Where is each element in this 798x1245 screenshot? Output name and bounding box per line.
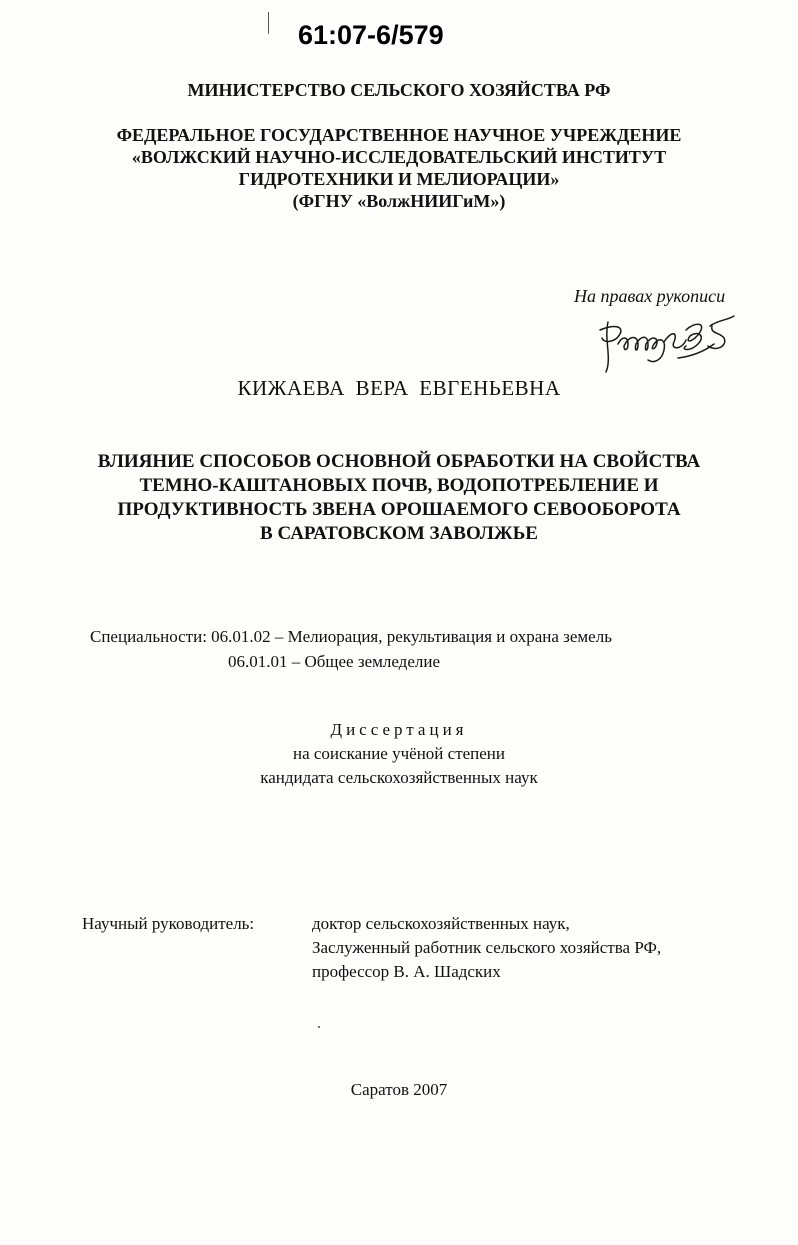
supervisor-line: профессор В. А. Шадских [312,962,501,981]
author-name: КИЖАЕВА ВЕРА ЕВГЕНЬЕВНА [237,376,561,400]
specialty-line: 06.01.01 – Общее земледелие [228,652,441,671]
scan-speck [318,1026,320,1028]
degree-line: кандидата сельскохозяйственных наук [260,768,538,787]
specialty-line: Специальности: 06.01.02 – Мелиорация, рекультивация и охрана земель [90,627,612,646]
city-year: Саратов 2007 [350,1080,448,1099]
supervisor-line: доктор сельскохозяйственных наук, [312,914,570,933]
degree-block [0,718,798,790]
supervisor-label: Научный руководитель: [82,914,255,933]
degree-line: на соискание учёной степени [292,744,506,763]
title-line: ПРОДУКТИВНОСТЬ ЗВЕНА ОРОШАЕМОГО СЕВООБОРОТА [117,499,681,520]
title-line: В САРАТОВСКОМ ЗАВОЛЖЬЕ [260,523,538,544]
ministry-heading: МИНИСТЕРСТВО СЕЛЬСКОГО ХОЗЯЙСТВА РФ [187,80,611,100]
specialty-block [90,624,612,674]
title-line: ВЛИЯНИЕ СПОСОБОВ ОСНОВНОЙ ОБРАБОТКИ НА СВОЙСТВА [97,451,701,472]
dissertation-title [0,450,798,546]
scan-mark [268,12,269,34]
institution-line: «ВОЛЖСКИЙ НАУЧНО-ИССЛЕДОВАТЕЛЬСКИЙ ИНСТИТУТ [131,147,667,167]
institution-line: (ФГНУ «ВолжНИИГиМ») [292,191,506,211]
institution-block [0,124,798,212]
signature-icon [594,300,744,378]
library-code-stamp: 61:07-6/579 [298,20,444,50]
supervisor-details [312,912,661,984]
institution-line: ГИДРОТЕХНИКИ И МЕЛИОРАЦИИ» [238,169,560,189]
dissertation-label: Диссертация [330,720,468,739]
manuscript-note: На правах рукописи [574,286,726,306]
supervisor-line: Заслуженный работник сельского хозяйства РФ, [312,938,662,957]
institution-line: ФЕДЕРАЛЬНОЕ ГОСУДАРСТВЕННОЕ НАУЧНОЕ УЧРЕЖДЕНИЕ [116,125,682,145]
title-line: ТЕМНО-КАШТАНОВЫХ ПОЧВ, ВОДОПОТРЕБЛЕНИЕ И [139,475,659,496]
